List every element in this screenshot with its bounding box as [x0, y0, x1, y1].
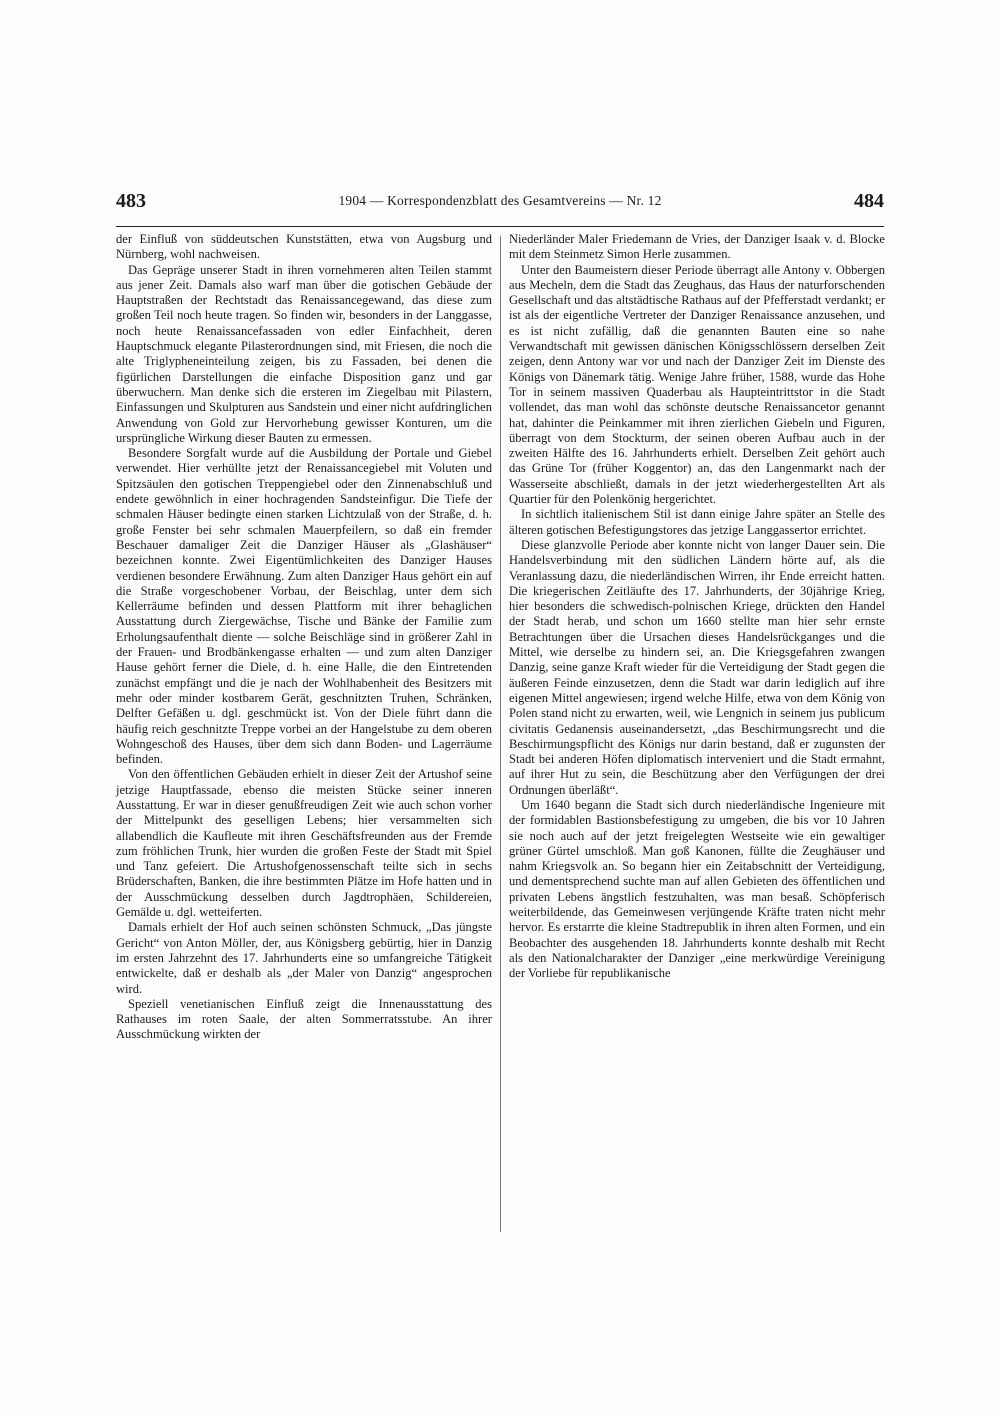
paragraph: In sichtlich italienischem Stil ist dann einige Jahre später an Stelle des älteren gotischen Befestigungstores das jetzige Langgassertor errichtet. [509, 507, 885, 537]
left-column [116, 232, 492, 1043]
header-rule [116, 226, 884, 227]
paragraph: Niederländer Maler Friedemann de Vries, der Danziger Isaak v. d. Blocke mit dem Steinmetz Simon Herle zusammen. [509, 232, 885, 262]
page-number-right: 484 [854, 190, 884, 212]
paragraph: Von den öffentlichen Gebäuden erhielt in dieser Zeit der Artushof seine jetzige Hauptfassade, ebenso die meisten Stücke seiner inneren Ausstattung. Er war in dieser genußfreudigen Zeit wie auch schon vorher der Mittelpunkt des geselligen Lebens; hier versammelten sich allabendlich die Kaufleute mit ihren Geschäftsfreunden aus der Fremde zum fröhlichen Trunk, hier wurden die großen Feste der Stadt mit Spiel und Tanz gefeiert. Die Artushofgenossenschaft teilte sich in sechs Brüderschaften, Banken, die ihre bestimmten Plätze im Hofe hatten und in der Ausschmückung desselben durch Jagdtrophäen, Schildereien, Gemälde u. dgl. wetteiferten. [116, 767, 492, 920]
paragraph: der Einfluß von süddeutschen Kunststätten, etwa von Augsburg und Nürnberg, wohl nachweisen. [116, 232, 492, 262]
paragraph: Diese glanzvolle Periode aber konnte nicht von langer Dauer sein. Die Handelsverbindung mit den südlichen Ländern hörte auf, als die Veranlassung dazu, die niederländischen Wirren, ihr Ende erreicht hatten. Die kriegerischen Zeitläufte des 17. Jahrhunderts, der 30jährige Krieg, hier besonders die schwedisch-polnischen Kriege, drückten den Handel der Stadt herab, und schon um 1660 stellte man hier sehr ernste Betrachtungen über die Ursachen dieses Handelsrückganges und die Mittel, wie derselbe zu hindern sei, an. Die Kriegsgefahren zwangen Danzig, seine ganze Kraft wieder für die Verteidigung der Stadt gegen die äußeren Feinde einzusetzen, denn die Stadt war darin lediglich auf ihre eigenen Mittel angewiesen; irgend welche Hilfe, etwa von dem König von Polen stand nicht zu erwarten, weil, wie Lengnich in seinem jus publicum civitatis Gedanensis auseinandersetzt, „das Beschirmungsrecht und die Beschirmungspflicht des Königs nur darin bestand, daß er zugunsten der Stadt bei anderen Höfen diplomatisch interveniert und die Stadt ermahnt, auf ihrer Hut zu sein, die Beschützung aber den Verfügungen der drei Ordnungen überläßt“. [509, 537, 885, 797]
paragraph: Speziell venetianischen Einfluß zeigt die Innenausstattung des Rathauses im roten Saale, der alten Sommerratsstube. An ihrer Ausschmückung wirkten der [116, 996, 492, 1042]
page-header [116, 190, 884, 220]
running-title: 1904 — Korrespondenzblatt des Gesamtvereins — Nr. 12 [338, 193, 662, 208]
right-column [509, 232, 885, 982]
paragraph: Das Gepräge unserer Stadt in ihren vornehmeren alten Teilen stammt aus jener Zeit. Damals also warf man über die gotischen Gebäude der Hauptstraßen der Rechtstadt das Renaissancegewand, das diese zum großen Teil noch heute tragen. So finden wir, besonders in der Langgasse, noch heute Renaissancefassaden von edler Einfachheit, deren Hauptschmuck elegante Pilasterordnungen sind, mit Friesen, die noch die alte Triglypheneinteilung zeigen, bis zu Fassaden, bei denen die figürlichen Darstellungen die einfache Disposition ganz und gar überwuchern. Man denke sich die ersteren im Ziegelbau mit Pilastern, Einfassungen und Skulpturen aus Sandstein und einer nicht aufdringlichen Anwendung von Gold zur Hervorhebung gewisser Konturen, um die ursprüngliche Wirkung dieser Bauten zu ermessen. [116, 262, 492, 445]
paragraph: Besondere Sorgfalt wurde auf die Ausbildung der Portale und Giebel verwendet. Hier verhüllte jetzt der Renaissancegiebel mit Voluten und Spitzsäulen den gotischen Treppengiebel oder den Zinnenabschluß und endete gewöhnlich in einer hochragenden Sandsteinfigur. Die Tiefe der schmalen Häuser bedingte einen starken Lichtzulaß von der Straße, d. h. große Fenster bei sehr schmalen Mauerpfeilern, so daß ein fremder Beschauer damaliger Zeit die Danziger Häuser als „Glashäuser“ bezeichnen konnte. Zwei Eigentümlichkeiten des Danziger Hauses verdienen besondere Erwähnung. Zum alten Danziger Haus gehört ein auf die Straße vorgeschobener Vorbau, der Beischlag, unter dem sich Kellerräume befinden und dessen Plattform mit ihrer behaglichen Ausstattung durch Ziergewächse, Tische und Bänke der Familie zum Erholungsaufenthalt diente — solche Beischläge sind in größerer Zahl in der Frauen- und Brodbänkengasse erhalten — und zum alten Danziger Hause gehört ferner die Diele, d. h. eine Halle, die den Eintretenden zunächst empfängt und die je nach der Wohlhabenheit des Besitzers mit mehr oder minder kostbarem Gerät, geschnitzten Truhen, Schränken, Delfter Gefäßen u. dgl. geschmückt ist. Von der Diele führt dann die häufig reich geschnitzte Treppe vorbei an der Hangelstube zu dem oberen Wohngeschoß des Hauses, über dem sich dann Boden- und Lagerräume befinden. [116, 446, 492, 767]
paragraph: Damals erhielt der Hof auch seinen schönsten Schmuck, „Das jüngste Gericht“ von Anton Möller, der, aus Königsberg gebürtig, hier in Danzig im ersten Jahrzehnt des 17. Jahrhunderts eine so umfangreiche Tätigkeit entwickelte, daß er deshalb als „der Maler von Danzig“ angesprochen wird. [116, 920, 492, 996]
page-number-left: 483 [116, 190, 146, 212]
paragraph: Um 1640 begann die Stadt sich durch niederländische Ingenieure mit der formidablen Bastionsbefestigung zu umgeben, die bis vor 10 Jahren sie noch auch auf der jetzt freigelegten Westseite wie ein gewaltiger grüner Gürtel umschloß. Man goß Kanonen, füllte die Zeughäuser und nahm Kriegsvolk an. So begann hier ein Zeitabschnitt der Verteidigung, und dementsprechend suchte man auf allen Gebieten des öffentlichen und privaten Lebens ängstlich festzuhalten, was man besaß. Schöpferisch weiterbildende, das Gemeinwesen verjüngende Kräfte traten nicht mehr hervor. Es erstarrte die kleine Stadtrepublik in ihren alten Formen, und ein Beobachter des ausgehenden 18. Jahrhunderts konnte deshalb mit Recht als den Nationalcharakter der Danziger „eine merkwürdige Vereinigung der Vorliebe für republikanische [509, 797, 885, 981]
paragraph: Unter den Baumeistern dieser Periode überragt alle Antony v. Obbergen aus Mecheln, dem die Stadt das Zeughaus, das Haus der naturforschenden Gesellschaft und das altstädtische Rathaus auf der Pfefferstadt verdankt; er ist als der eigentliche Vertreter der Danziger Renaissance anzusehen, und es ist nicht zufällig, daß die genannten Bauten eine so nahe Verwandtschaft mit gewissen dänischen Königsschlössern derselben Zeit zeigen, denn Antony war vor und nach der Danziger Zeit im Dienste des Königs von Dänemark tätig. Wenige Jahre früher, 1588, wurde das Hohe Tor in seinem massiven Quaderbau als Haupteintrittstor in die Stadt vollendet, das man wohl das schönste deutsche Renaissancetor genannt hat, dahinter die Peinkammer mit ihren zierlichen Giebeln und Figuren, überragt von dem Stockturm, der seinen oberen Aufbau auch in der zweiten Hälfte des 16. Jahrhunderts erhielt. Derselben Zeit gehört auch das Grüne Tor (früher Koggentor) an, das den Langenmarkt nach der Wasserseite abschließt, damals in der jetzt wiederhergestellten Art als Quartier für den Polenkönig hergerichtet. [509, 262, 885, 507]
column-divider [500, 236, 501, 1232]
